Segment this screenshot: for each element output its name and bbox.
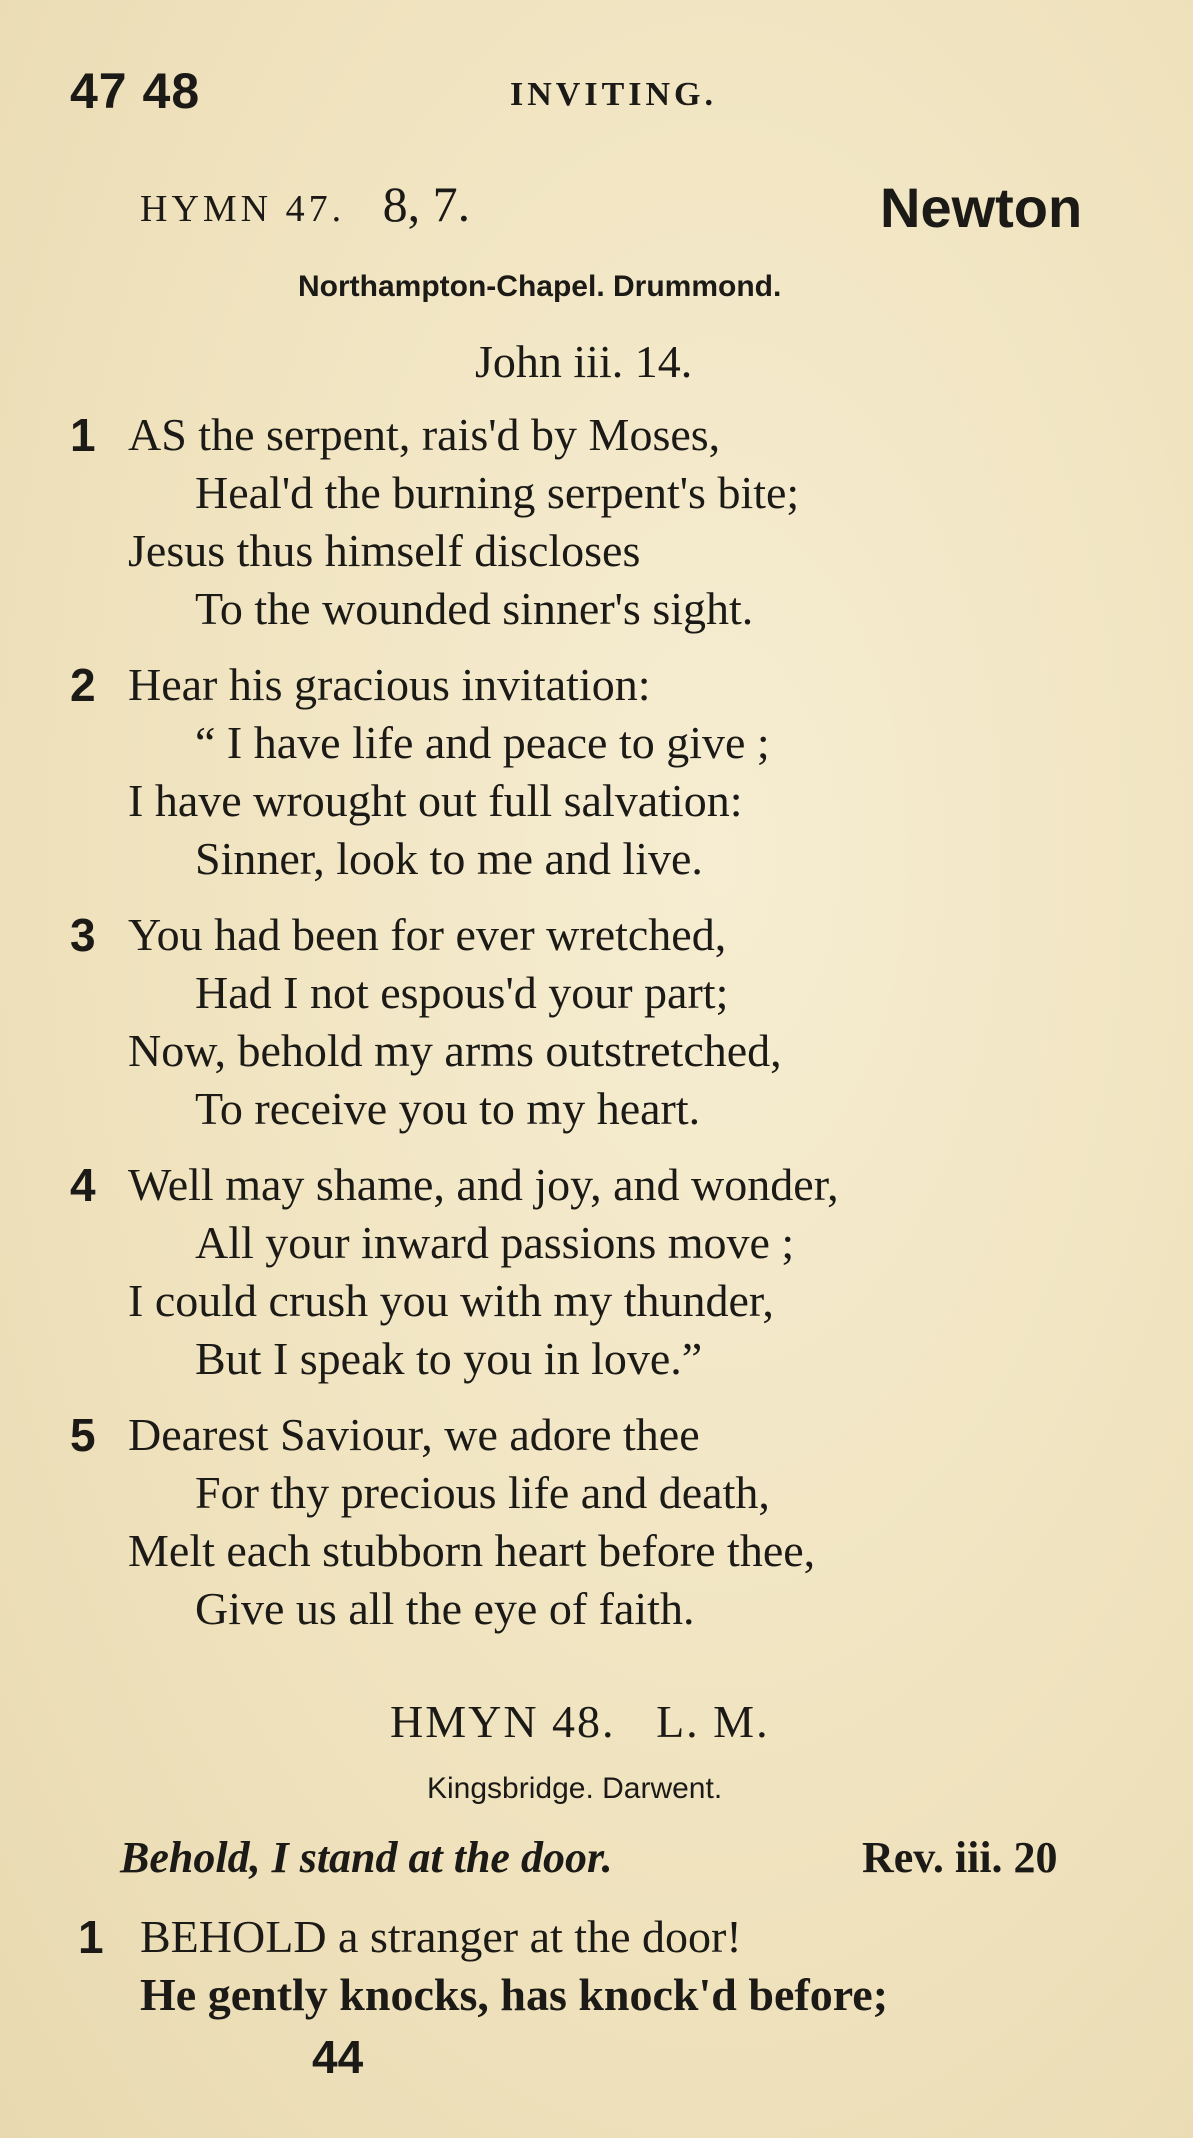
verse-line: For thy precious life and death, [195, 1467, 770, 1518]
verse-line: But I speak to you in love.” [195, 1333, 703, 1384]
hymn-48-heading [390, 1695, 770, 1748]
verse-line: Jesus thus himself discloses [128, 525, 641, 576]
verse-line: Hear his gracious invitation: [128, 659, 651, 710]
verse-number: 3 [70, 909, 96, 961]
verse-line: I could crush you with my thunder, [128, 1275, 774, 1326]
verse-line: To receive you to my heart. [195, 1083, 701, 1134]
verse-number: 2 [70, 659, 96, 711]
verse-line: You had been for ever wretched, [128, 909, 727, 960]
verse-line: “ I have life and peace to give ; [195, 717, 770, 768]
verse-line: To the wounded sinner's sight. [195, 583, 754, 634]
verse-number: 5 [70, 1409, 96, 1461]
verse-line: I have wrought out full salvation: [128, 775, 743, 826]
verse-line: BEHOLD a stranger at the door! [140, 1911, 742, 1962]
hymn-48-meter: L. M. [656, 1696, 770, 1747]
verse-number: 1 [70, 409, 96, 461]
verse-line: Give us all the eye of faith. [195, 1583, 695, 1634]
hymn-47-label: HYMN 47. [140, 188, 346, 230]
verse-line: Now, behold my arms outstretched, [128, 1025, 782, 1076]
verse-line: Had I not espous'd your part; [195, 967, 729, 1018]
hymn-48-tune: Kingsbridge. Darwent. [427, 1772, 723, 1805]
verse-line: Melt each stubborn heart before thee, [128, 1525, 816, 1576]
hymn-47-heading [140, 175, 470, 233]
verse-line: All your inward passions move ; [195, 1217, 795, 1268]
hymn-47-scripture: John iii. 14. [475, 336, 693, 387]
running-head: INVITING. [510, 76, 717, 113]
hymn-47-tune: Northampton-Chapel. Drummond. [298, 270, 782, 303]
verse-number: 4 [70, 1159, 96, 1211]
hymn-47-meter: 8, 7. [382, 176, 471, 232]
verse-line: AS the serpent, rais'd by Moses, [128, 409, 721, 460]
hymn-47-author: Newton [880, 176, 1083, 239]
page-numbers: 47 48 [70, 63, 201, 119]
verse-line: Well may shame, and joy, and wonder, [128, 1159, 839, 1210]
verse-line: Dearest Saviour, we adore thee [128, 1409, 700, 1460]
hymn-48-text: Behold, I stand at the door. [120, 1833, 613, 1882]
hymn-48-label: HMYN 48. [390, 1696, 616, 1747]
signature-mark: 44 [312, 2031, 364, 2083]
verse-line: Heal'd the burning serpent's bite; [195, 467, 800, 518]
verse-line: Sinner, look to me and live. [195, 833, 703, 884]
hymn-48-reference: Rev. iii. 20 [862, 1833, 1058, 1882]
verse-number: 1 [78, 1911, 104, 1963]
verse-line: He gently knocks, has knock'd before; [140, 1969, 889, 2020]
